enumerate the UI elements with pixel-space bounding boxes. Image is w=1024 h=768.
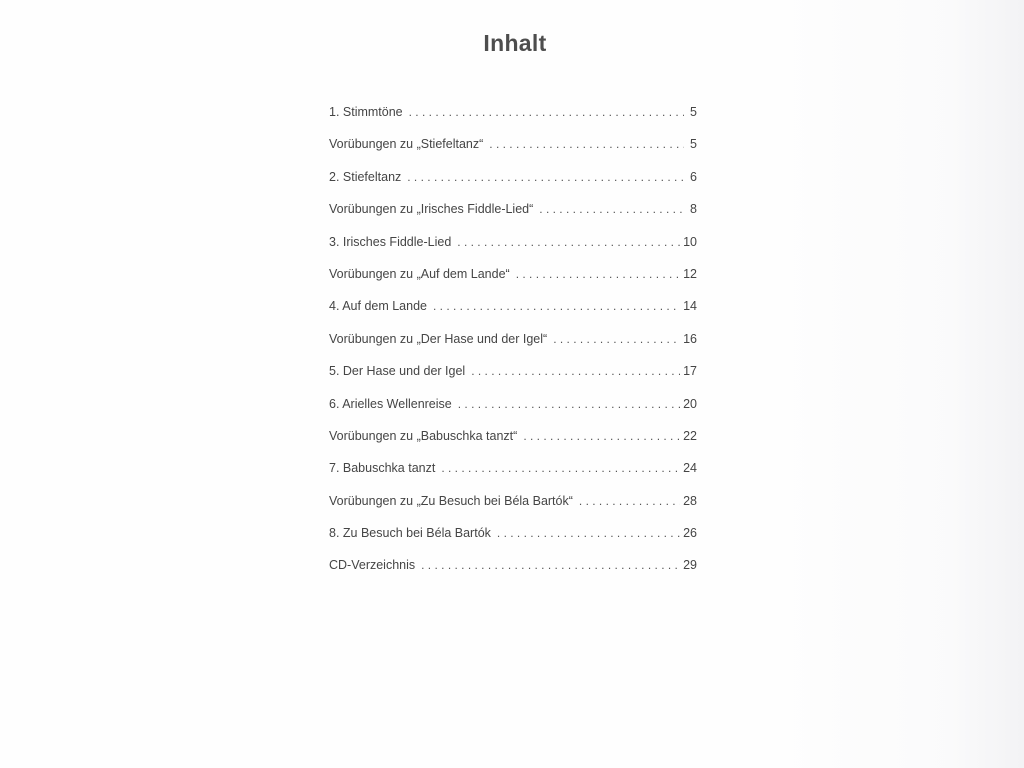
dot-leader: [457, 231, 680, 253]
toc-entry: [329, 328, 697, 360]
toc-entry-label: 1. Stimmtöne: [329, 105, 403, 119]
dot-leader: [489, 133, 684, 155]
table-of-contents: [329, 101, 697, 587]
dot-leader: [523, 425, 680, 447]
toc-entry-page: 5: [690, 137, 697, 152]
toc-entry: [329, 295, 697, 327]
page-edge-shadow: [766, 0, 1024, 768]
toc-entry-page: 26: [683, 526, 697, 541]
toc-entry-page: 20: [683, 396, 697, 411]
page-title: Inhalt: [483, 30, 547, 56]
toc-entry-page: 29: [683, 558, 697, 573]
toc-entry: [329, 457, 697, 489]
dot-leader: [471, 360, 680, 382]
toc-entry-page: 6: [690, 169, 697, 184]
toc-entry: [329, 198, 697, 230]
toc-entry: [329, 263, 697, 295]
toc-entry-label: 4. Auf dem Lande: [329, 299, 427, 314]
toc-entry-label: Vorübungen zu „Auf dem Lande“: [329, 266, 510, 281]
toc-entry-page: 12: [683, 266, 697, 281]
toc-entry: [329, 231, 697, 263]
toc-entry-page: 17: [683, 364, 697, 379]
dot-leader: [441, 457, 680, 479]
toc-entry-label: 5. Der Hase und der Igel: [329, 364, 466, 379]
toc-entry-label: 6. Arielles Wellenreise: [329, 396, 452, 411]
toc-entry-page: 22: [683, 428, 697, 443]
toc-entry: [329, 166, 697, 198]
dot-leader: [421, 554, 680, 576]
toc-entry-page: 10: [683, 234, 697, 249]
toc-entry-page: 16: [683, 331, 697, 346]
toc-entry-page: 5: [690, 105, 697, 119]
toc-entry-label: 8. Zu Besuch bei Béla Bartók: [329, 526, 491, 541]
toc-entry: [329, 133, 697, 165]
toc-entry-page: 14: [683, 299, 697, 314]
toc-entry: [329, 522, 697, 554]
dot-leader: [579, 490, 680, 512]
dot-leader: [539, 198, 684, 220]
toc-entry-label: Vorübungen zu „Der Hase und der Igel“: [329, 331, 548, 346]
toc-entry-label: 3. Irisches Fiddle-Lied: [329, 234, 452, 249]
dot-leader: [407, 166, 684, 188]
dot-leader: [516, 263, 680, 285]
toc-entry-page: 24: [683, 461, 697, 476]
toc-entry: [329, 101, 697, 133]
toc-entry: [329, 360, 697, 392]
toc-entry-label: Vorübungen zu „Stiefeltanz“: [329, 137, 484, 152]
toc-entry-label: 7. Babuschka tanzt: [329, 461, 436, 476]
dot-leader: [553, 328, 680, 350]
toc-entry-label: Vorübungen zu „Irisches Fiddle-Lied“: [329, 202, 534, 217]
dot-leader: [433, 295, 680, 317]
toc-entry: [329, 490, 697, 522]
dot-leader: [458, 393, 680, 415]
toc-entry-page: 28: [683, 493, 697, 508]
toc-entry: [329, 425, 697, 457]
toc-entry-label: Vorübungen zu „Babuschka tanzt“: [329, 428, 518, 443]
toc-entry-label: 2. Stiefeltanz: [329, 169, 402, 184]
dot-leader: [409, 101, 684, 123]
dot-leader: [497, 522, 680, 544]
toc-entry-page: 8: [690, 202, 697, 217]
toc-entry-label: Vorübungen zu „Zu Besuch bei Béla Bartók“: [329, 493, 573, 508]
toc-entry: [329, 393, 697, 425]
toc-entry: [329, 554, 697, 586]
toc-entry-label: CD-Verzeichnis: [329, 558, 416, 573]
